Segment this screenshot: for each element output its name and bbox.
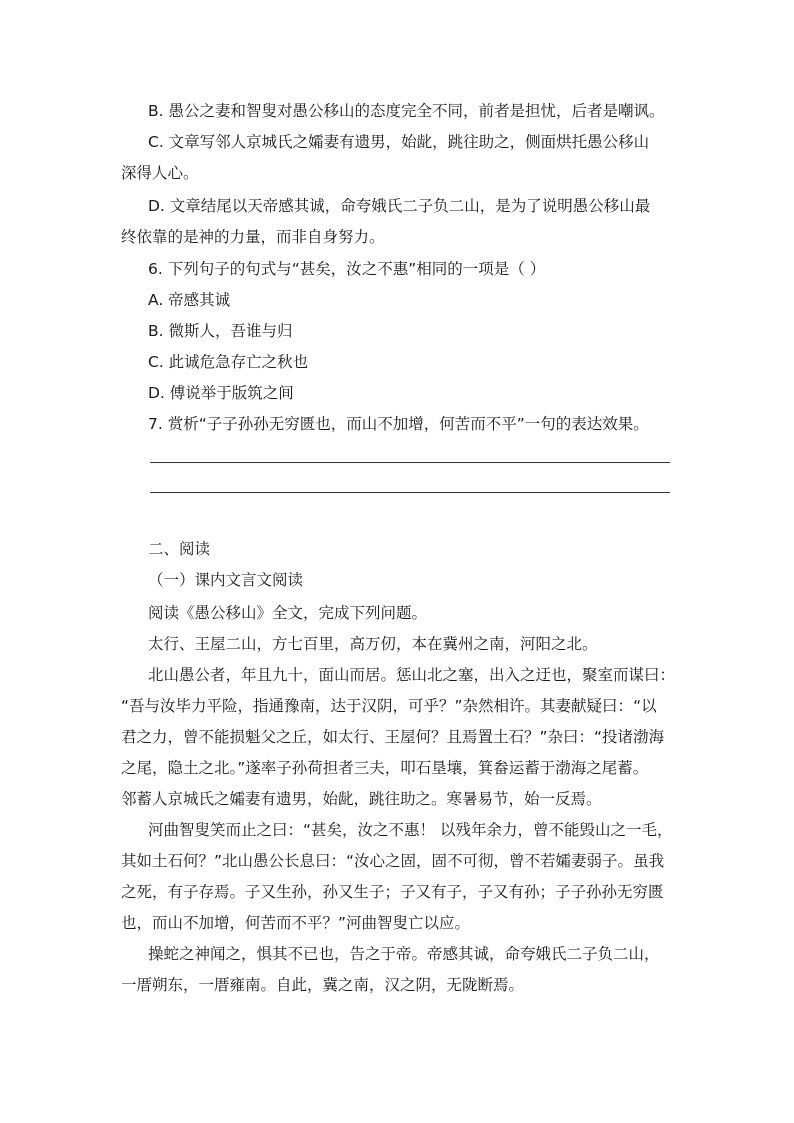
q5-option-d-line1: D. 文章结尾以天帝感其诚，命夸娥氏二子负二山，是为了说明愚公移山最 (148, 197, 651, 215)
reading-instruction: 阅读《愚公移山》全文，完成下列问题。 (148, 604, 428, 622)
section-title: 二、阅读 (148, 540, 211, 558)
passage-p2-line2: “吾与汝毕力平险，指通豫南，达于汉阴，可乎？”杂然相许。其妻献疑曰：“以 (121, 697, 657, 715)
q6-option-c: C. 此诚危急存亡之秋也 (148, 353, 309, 371)
passage-p4-line1: 操蛇之神闻之，惧其不已也，告之于帝。帝感其诚，命夸娥氏二子负二山， (148, 945, 660, 963)
q5-option-c-line1: C. 文章写邻人京城氏之孀妻有遗男，始龀，跳往助之，侧面烘托愚公移山 (148, 133, 650, 151)
passage-p4-line2: 一厝朔东，一厝雍南。自此，冀之南，汉之阴，无陇断焉。 (121, 976, 525, 994)
passage-p3-line3: 之死，有子存焉。子又生孙，孙又生子；子又有子，子又有孙；子子孙孙无穷匮 (121, 883, 664, 901)
section-subtitle: （一）课内文言文阅读 (148, 571, 304, 589)
q6-option-b: B. 微斯人，吾谁与归 (148, 322, 293, 340)
q5-option-c-line2: 深得人心。 (121, 164, 199, 182)
passage-p2-line3: 君之力，曾不能损魁父之丘，如太行、王屋何？且焉置土石？”杂曰：“投诸渤海 (121, 728, 665, 746)
passage-p3-line2: 其如土石何？”北山愚公长息曰：“汝心之固，固不可彻，曾不若孀妻弱子。虽我 (121, 852, 665, 870)
q6-option-d: D. 傅说举于版筑之间 (148, 384, 294, 402)
answer-line-1[interactable] (150, 462, 670, 463)
q6-option-a: A. 帝感其诚 (148, 291, 231, 309)
passage-p2-line1: 北山愚公者，年且九十，面山而居。惩山北之塞，出入之迂也，聚室而谋曰： (148, 666, 676, 684)
answer-line-2[interactable] (150, 492, 670, 493)
passage-p2-line4: 之尾，隐土之北。”遂率子孙荷担者三夫，叩石垦壤，箕畚运蓄于渤海之尾蓄。 (121, 759, 649, 777)
passage-p2-line5: 邻蓄人京城氏之孀妻有遗男，始龀，跳往助之。寒暑易节，始一反焉。 (121, 790, 602, 808)
passage-p1: 太行、王屋二山，方七百里，高万仞，本在冀州之南，河阳之北。 (148, 635, 598, 653)
q5-option-d-line2: 终依靠的是神的力量，而非自身努力。 (121, 228, 385, 246)
q5-option-b: B. 愚公之妻和智叟对愚公移山的态度完全不同，前者是担忧，后者是嘲讽。 (148, 102, 665, 120)
q7-stem: 7. 赏析“子子孙孙无穷匮也，而山不加增，何苦而不平”一句的表达效果。 (148, 415, 649, 433)
q6-stem: 6. 下列句子的句式与“甚矣，汝之不惠”相同的一项是（ ） (148, 260, 546, 278)
passage-p3-line1: 河曲智叟笑而止之曰：“甚矣，汝之不惠！ 以残年余力，曾不能毁山之一毛， (148, 821, 673, 839)
passage-p3-line4: 也，而山不加增，何苦而不平？”河曲智叟亡以应。 (121, 914, 471, 932)
